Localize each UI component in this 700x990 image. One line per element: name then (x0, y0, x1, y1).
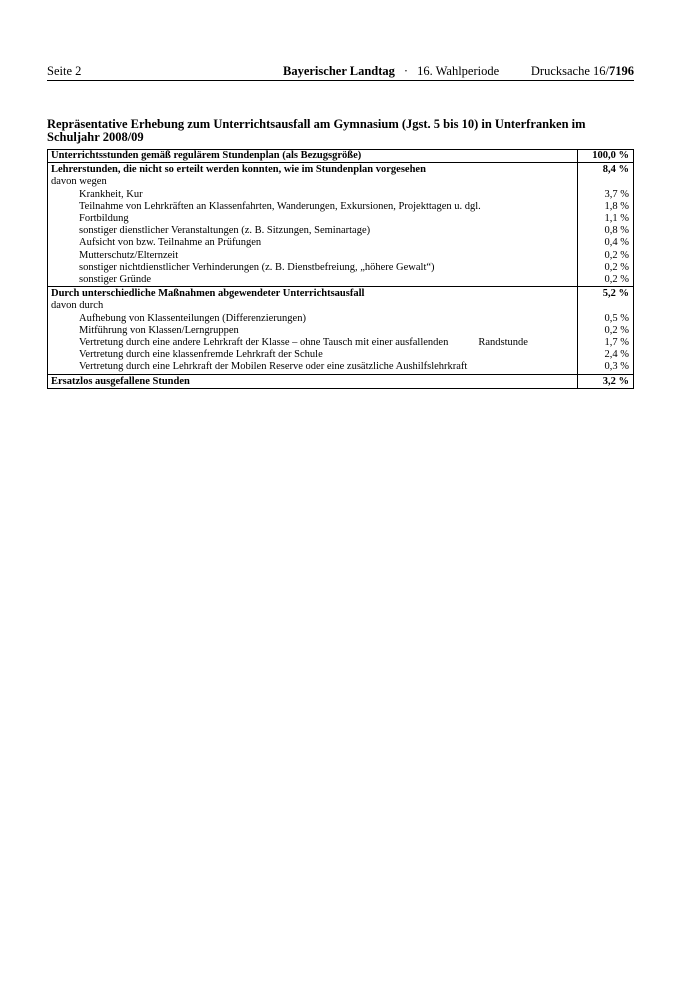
table-row (48, 150, 634, 163)
list-item-value: 0,3 % (578, 361, 634, 374)
list-item-value: 0,2 % (578, 325, 634, 337)
section2-intro: davon durch (48, 300, 578, 312)
base-value: 100,0 % (578, 150, 634, 163)
page-number: Seite 2 (47, 64, 82, 78)
header-separator: · (403, 64, 409, 78)
table-row (48, 313, 634, 325)
table-row (48, 274, 634, 287)
document-number-prefix: Drucksache 16/ (530, 64, 609, 78)
list-item-label: Fortbildung (48, 213, 578, 225)
list-item-value: 1,7 % (578, 337, 634, 349)
list-item-label: Mutterschutz/Elternzeit (48, 250, 578, 262)
table-row (48, 213, 634, 225)
statistics-table (47, 149, 634, 389)
list-item-value: 1,8 % (578, 201, 634, 213)
legislative-period: 16. Wahlperiode (417, 64, 500, 78)
list-item-label: Mitführung von Klassen/Lerngruppen (48, 325, 578, 337)
list-item-label: sonstiger nichtdienstlicher Verhinderungen (z. B. Dienstbefreiung, „höhere Gewalt“) (48, 262, 578, 274)
section2-value: 5,2 % (578, 287, 634, 301)
page-header (47, 64, 634, 81)
list-item-label: sonstiger Gründe (48, 274, 578, 287)
total-value: 3,2 % (578, 374, 634, 388)
table-row (48, 262, 634, 274)
table-row (48, 300, 634, 312)
table-row (48, 349, 634, 361)
list-item-label: sonstiger dienstlicher Veranstaltungen (z. B. Sitzungen, Seminartage) (48, 225, 578, 237)
table-row (48, 250, 634, 262)
table-row (48, 287, 634, 301)
table-row (48, 189, 634, 201)
list-item-label: Aufhebung von Klassenteilungen (Differenzierungen) (48, 313, 578, 325)
list-item-label: Aufsicht von bzw. Teilnahme an Prüfungen (48, 237, 578, 249)
base-label: Unterrichtsstunden gemäß regulärem Stundenplan (als Bezugsgröße) (48, 150, 578, 163)
table-row (48, 237, 634, 249)
parliament-name: Bayerischer Landtag (283, 64, 395, 78)
table-row (48, 325, 634, 337)
list-item-label: Vertretung durch eine Lehrkraft der Mobilen Reserve oder eine zusätzliche Aushilfslehrkraft (48, 361, 578, 374)
list-item-value: 0,4 % (578, 237, 634, 249)
list-item-value: 1,1 % (578, 213, 634, 225)
document-title: Repräsentative Erhebung zum Unterrichtsausfall am Gymnasium (Jgst. 5 bis 10) in Unterfranken im Schuljahr 2008/09 (47, 117, 586, 144)
table-row (48, 337, 634, 349)
list-item-value: 0,2 % (578, 250, 634, 262)
document-number-value: 7196 (609, 64, 634, 78)
list-item-value: 0,5 % (578, 313, 634, 325)
list-item-value: 2,4 % (578, 349, 634, 361)
document-number (531, 64, 634, 78)
table-row (48, 374, 634, 388)
list-item-label: Vertretung durch eine klassenfremde Lehrkraft der Schule (48, 349, 578, 361)
list-item-label-main: Vertretung durch eine andere Lehrkraft der Klasse – ohne Tausch mit einer ausfallenden (79, 337, 449, 349)
list-item-label: Teilnahme von Lehrkräften an Klassenfahrten, Wanderungen, Exkursionen, Projekttagen u. dgl. (48, 201, 578, 213)
section1-intro: davon wegen (48, 176, 578, 188)
table-row (48, 163, 634, 177)
list-item-value: 0,8 % (578, 225, 634, 237)
list-item-value: 3,7 % (578, 189, 634, 201)
list-item-label-tail: Randstunde (478, 337, 528, 349)
table-row (48, 361, 634, 374)
list-item-value: 0,2 % (578, 274, 634, 287)
table-row (48, 225, 634, 237)
total-label: Ersatzlos ausgefallene Stunden (48, 374, 578, 388)
table-row (48, 176, 634, 188)
table-row (48, 201, 634, 213)
section1-value: 8,4 % (578, 163, 634, 177)
section2-label: Durch unterschiedliche Maßnahmen abgewendeter Unterrichtsausfall (48, 287, 578, 301)
header-center (283, 64, 499, 78)
section1-label: Lehrerstunden, die nicht so erteilt werden konnten, wie im Stundenplan vorgesehen (48, 163, 578, 177)
list-item-value: 0,2 % (578, 262, 634, 274)
list-item-label (48, 337, 578, 349)
list-item-label: Krankheit, Kur (48, 189, 578, 201)
